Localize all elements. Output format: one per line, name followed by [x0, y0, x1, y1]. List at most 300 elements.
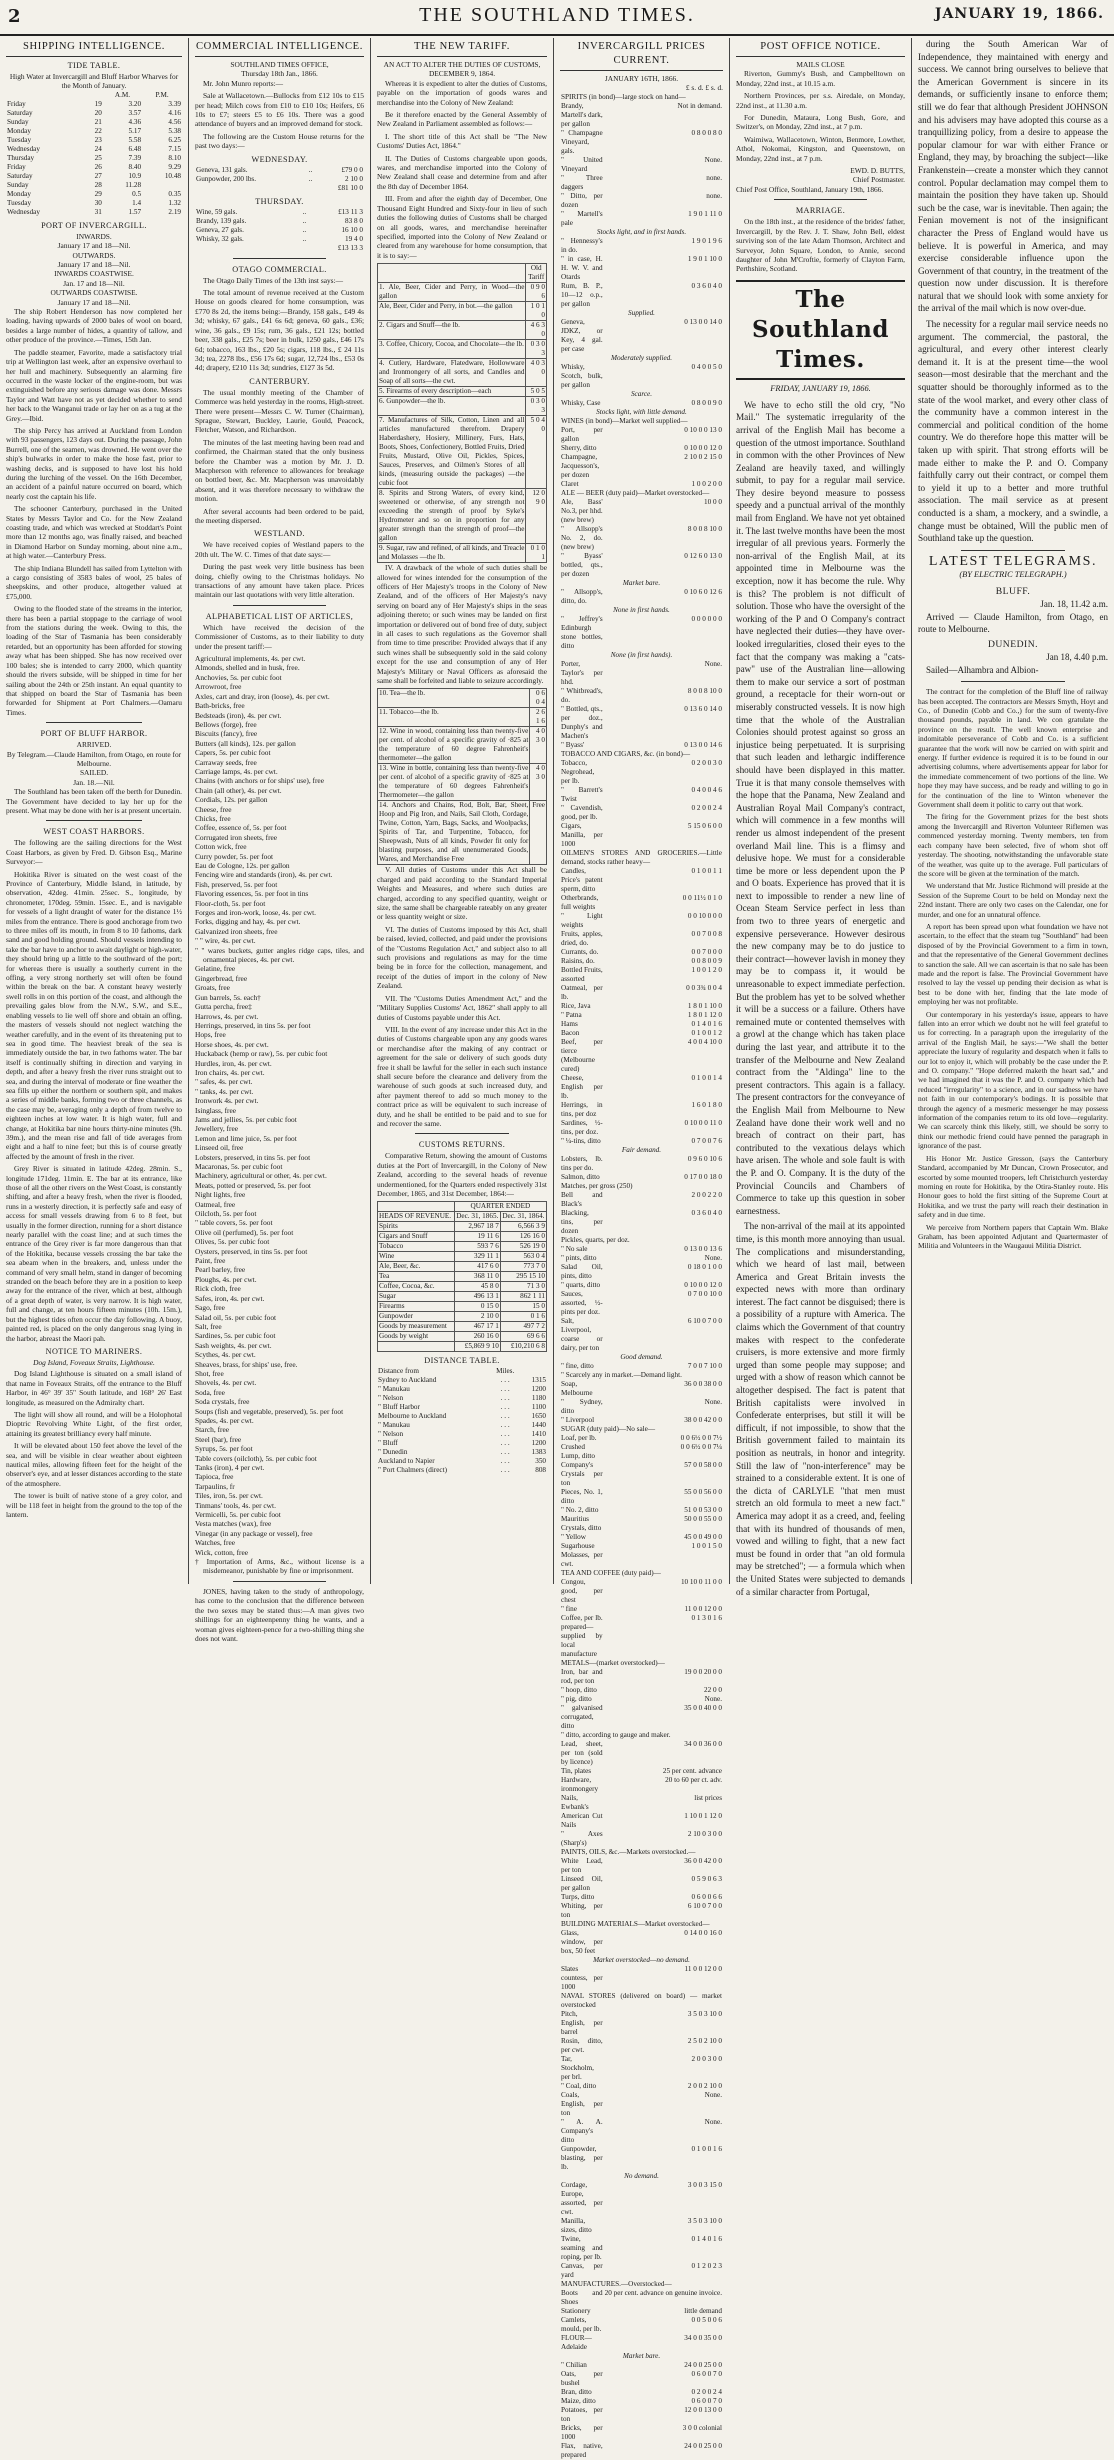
price-value: none.	[706, 191, 722, 200]
distance-row-cell: 1440	[531, 1421, 546, 1430]
distance-row-cell: 1200	[531, 1385, 546, 1394]
price-row	[560, 2145, 723, 2172]
customs-row-cell: Firearms	[378, 1302, 455, 1312]
price-value: 1 0 0 2 0 0	[691, 479, 722, 488]
article-item: Lemon and lime juice, 5s. per foot	[195, 1133, 297, 1143]
article-item: Flavoring essences, 5s. per foot in tins	[195, 889, 309, 899]
price-row	[560, 1659, 723, 1668]
price-row	[560, 408, 723, 417]
price-row	[560, 1425, 723, 1434]
price-value: 11 0 0 12 0 0	[684, 1964, 722, 1973]
post-notice: For Dunedin, Mataura, Long Bush, Gore, and Switzer's, on Monday, 22nd inst., at 7 p.m.	[736, 113, 905, 132]
price-row	[560, 1146, 723, 1155]
price-value: 50 0 0 55 0 0	[684, 1514, 722, 1523]
customs-row-cell: Goods by weight	[378, 1332, 455, 1342]
otago-paragraph: The Otago Daily Times of the 13th inst says:—	[203, 275, 344, 285]
price-row	[560, 2217, 723, 2235]
price-item: " in case, H. H. W. V. and Otards	[561, 254, 603, 281]
masthead-date: JANUARY 19, 1866.	[934, 6, 1104, 22]
price-row	[560, 237, 723, 255]
tariff-paragraph: Be it therefore enacted by the General Assembly of New Zealand in Parliament assembled as follows:—	[377, 110, 547, 129]
tide-row-cell: 20	[94, 108, 102, 117]
duty-row-cell: Free	[530, 801, 547, 865]
duty-row-cell: Ale, Beer, Cider and Perry, in bot.—the gallon	[378, 302, 526, 321]
article-item: Forks, digging and hay, 4s. per cwt.	[195, 917, 301, 927]
price-item: " Champagne Vineyard, gals.	[561, 128, 603, 155]
duty-row-cell: 6. Gunpowder—the lb.	[378, 397, 526, 416]
west-coast-paragraph: Grey River is situated in latitude 42deg. 28min. S., longitude 171deg. 11min. E. The bar at its entrance, like those of all the other rivers on the West Coast, is constantly shifting, and after a heavy fresh, when the river is flooded, runs in a westerly direction, it is perfectly safe and easy of access for small vessels drawing from 6 to 8 feet, but usually in the former direction, running for a short distance nearly parallel with the coast line; and at such times the entrance of the Grey river is far more dangerous than that of the Hokitika, because vessels crossing the bar take the sea abeam when in the breakers, and, unless under the command of very small helm, stand in danger of becoming stranded on the beach before they are in a position to keep away for the entrance of the river, which at best, although of a great depth of water, is very narrow. It is high water, full and change, at ten hours fifteen minutes (10h. 15m.), but the highest tides often occur the day following. A buoy, painted red, is placed on the only dangerous snag lying in the harbor, abreast the Maori pah.	[6, 1164, 182, 1343]
price-item: " Hennessy's in do.	[561, 236, 603, 254]
shipping-paragraph: The ship Percy has arrived at Auckland from London with 93 passengers, 123 days out. During the passage, John Burrell, one of the seamen, was drowned. He went over the ship's bulwarks in order to make the hose fast, prior to washing decks, and is supposed to have lost his hold during the lurching of the vessel. On the 16th December, an accident of a painful nature occurred on board, which nearly cost the captain his life.	[6, 425, 182, 501]
article-item: Syrups, 5s. per foot	[195, 1444, 253, 1454]
column-header: HEADS OF REVENUE.	[378, 1212, 455, 1222]
return-row-cell: ..	[308, 165, 313, 174]
tide-note: High Water at Invercargill and Bluff Harbor Wharves for the Month of January.	[9, 72, 179, 91]
quarter-ended: QUARTER ENDED	[454, 1202, 546, 1212]
price-item: " Yellow	[561, 1532, 586, 1541]
distance-row-cell: 1410	[531, 1430, 546, 1439]
price-value: 0 13 0 0 13 6	[684, 1244, 722, 1253]
distance-row-cell: 808	[535, 1466, 546, 1475]
price-row	[560, 2397, 723, 2406]
news-paragraph: We perceive from Northern papers that Captain Wm. Blake Graham, has been appointed Adjutant and Quartermaster of Militia and Volunteers in the Waugauui Militia District.	[918, 1222, 1108, 1251]
price-row	[560, 1542, 723, 1569]
article-item: Ironwork 4s. per cwt.	[195, 1096, 259, 1106]
article-item: Sash weights, 4s. per cwt.	[195, 1340, 272, 1350]
price-item: Pickles, quarts, per doz.	[561, 1235, 630, 1244]
price-row	[560, 1704, 723, 1731]
office-dateline: SOUTHLAND TIMES OFFICE,	[230, 60, 329, 69]
canterbury-paragraph: After several accounts had been ordered to be paid, the meeting dispersed.	[195, 506, 364, 525]
price-item: Champagne, Jacquesson's, per dozen	[561, 452, 600, 479]
price-value: 0 10 6 0 12 6	[684, 587, 722, 596]
price-item: " Liverpool	[561, 1415, 595, 1424]
article-item: Sago, free	[195, 1303, 225, 1313]
price-row	[560, 1182, 723, 1191]
customs-row	[378, 1282, 547, 1292]
price-row	[560, 588, 723, 606]
tariff-preamble	[377, 79, 547, 260]
price-item: Company's Crystals per ton	[561, 1460, 603, 1487]
price-row	[560, 1857, 723, 1875]
price-item: Iron, bar and rod, per ton	[561, 1667, 603, 1685]
price-item: " Coal, ditto	[561, 2081, 597, 2090]
tide-row-cell: 1.4	[132, 198, 142, 207]
port-entry: Jan. 18.—Nil.	[73, 777, 115, 787]
distance-table	[377, 1367, 547, 1475]
telegram-time: Jan. 18, 11.42 a.m.	[1040, 599, 1108, 610]
telegram-time: Jan 18, 4.40 p.m.	[1046, 652, 1108, 663]
mails-close: MAILS CLOSE	[796, 60, 845, 69]
price-row	[560, 2262, 723, 2280]
return-row-cell	[195, 184, 306, 193]
local-news	[918, 687, 1108, 1251]
customs-row-cell: Goods by measurement	[378, 1322, 455, 1332]
customs-row-cell: 368 11 0	[454, 1272, 500, 1282]
article-item: Bellows (forge), free	[195, 719, 257, 729]
article-item: Fencing wire and standards (iron), 4s. per cwt.	[195, 870, 333, 880]
duty-row-cell: 1 0 1 0	[526, 302, 547, 321]
price-row	[560, 156, 723, 174]
mariners-subtitle: Dog Island, Foveaux Straits, Lighthouse.	[33, 1357, 155, 1367]
price-item: Hardware, ironmongery	[561, 1775, 599, 1793]
price-value: 34 0 0 35 0 0	[684, 2333, 722, 2342]
price-row	[560, 1362, 723, 1371]
price-row	[560, 192, 723, 210]
price-row	[560, 1119, 723, 1137]
price-item: Raisins, do.	[561, 956, 595, 965]
tide-row	[6, 127, 182, 136]
price-row	[560, 930, 723, 948]
price-value: Fair demand.	[621, 1145, 662, 1154]
editorial-paragraph: The non-arrival of the mail at its appointed time, is this month more annoying than usual. The complications and misunderstanding, which we heard of last mail, between America and Great Britain invests the expected news with more than ordinary interest. The fact cannot be disguised; there is a possibility of a rupture with America. The claims which the Government of that country makes with respect to the confederate cruisers, is more extensive and more firmly urged than some people may suppose; and urged with a show of reason which cannot be altogether despised. The fact is patent that British capitalists were involved in Confederate enterprises, but still it will be difficult, if not impossible, to show that the British government failed to maintain its position as neutrals, in honor and integrity. Still the law of "non-interference" may be strained to a considerable extent. It is one of the dicta of CARLYLE "that men must stretch an old formula to meet a new fact." America may adopt it as a creed, and, feeling that with its hundred of thousands of men, vowed and willing to fight, that a new fact must be found in order that "an old formula may be stretched"; — a formula which when the United States were subjected to demands of a similar character from Portugal,	[736, 1221, 905, 1597]
invercargill-list	[6, 232, 182, 307]
price-value: None.	[704, 2090, 722, 2099]
price-item: MANUFACTURES.—Overstocked—	[561, 2279, 672, 2288]
price-item: Stationery	[561, 2306, 591, 2315]
price-item: METALS—(market overstocked)—	[561, 1658, 665, 1667]
tide-row-cell: 30	[94, 198, 102, 207]
price-row	[560, 2082, 723, 2091]
price-row	[560, 1893, 723, 1902]
price-value: None.	[704, 155, 722, 164]
article-item: Bath-bricks, free	[195, 701, 245, 711]
price-item: " Cavendish, good, per lb.	[561, 803, 603, 821]
article-item: Salt, free	[195, 1321, 222, 1331]
price-item: Sherry, ditto	[561, 443, 597, 452]
price-value: little demand	[684, 2306, 722, 2315]
price-item: " Whitbread's, do.	[561, 686, 603, 704]
commercial-para: Sale at Wallacetown.—Bullocks from £12 10s to £15 per head; Milch cows from £10 to £10 10s; Heifers, £6 10s to £7; steers £5 to £6 10s. There was a good attendance of buyers and an improved demand for stock.	[195, 91, 364, 129]
price-row	[560, 1686, 723, 1695]
column-header	[83, 91, 103, 100]
price-row	[560, 1290, 723, 1317]
price-value: 0 4 0 0 4 6	[691, 785, 722, 794]
article-item: Groats, free	[195, 983, 230, 993]
price-value: 1 9 0 1 9 6	[691, 236, 722, 245]
duty-row-cell: 8. Spirits and Strong Waters, of every kind, sweetened or otherwise, of any strength not exceeding the strength of proof by Syke's Hydrometer and so on in proportion for any greater strength than the strength of proof—the gallon	[379, 489, 525, 543]
article-item: Sheaves, brass, for ships' use, free.	[195, 1359, 298, 1369]
price-row	[560, 1002, 723, 1011]
editorial-date: FRIDAY, JANUARY 19, 1866.	[770, 383, 871, 393]
price-value: 19 0 0 20 0 0	[684, 1667, 722, 1676]
distance-row-cell: . . .	[500, 1385, 510, 1394]
distance-row-cell: . . .	[500, 1412, 510, 1421]
customs-row-cell: £10,210 6 8	[500, 1342, 546, 1352]
tide-row-cell: 0.35	[168, 189, 181, 198]
price-row	[560, 1695, 723, 1704]
price-row	[560, 651, 723, 660]
customs-row-cell: 71 3 0	[500, 1282, 546, 1292]
customs-row-cell: 260 16 0	[454, 1332, 500, 1342]
price-value: Market overstocked—no demand.	[593, 1955, 690, 1964]
price-row	[560, 1254, 723, 1263]
price-item: " hoop, ditto	[561, 1685, 597, 1694]
thursday-returns	[195, 208, 364, 253]
price-item: Coals, English, per ton	[561, 2090, 603, 2117]
price-value: 3 0 0 colonial	[682, 2423, 722, 2432]
article-item: † Importation of Arms, &c., without license is a misdemeanor, punishable by fine or imprisonment.	[195, 1557, 364, 1576]
price-row	[560, 1029, 723, 1038]
return-row-cell: Whisky, 32 gals.	[196, 234, 244, 243]
tide-row	[6, 208, 182, 217]
return-row	[195, 175, 364, 184]
duty-row-cell: 11. Tobacco—the lb.	[378, 708, 530, 727]
price-value: None.	[704, 1397, 722, 1406]
price-value: 1 6 0 1 8 0	[691, 1100, 722, 1109]
distance-row-cell: . . .	[500, 1466, 510, 1475]
price-value: None in first hands.	[613, 605, 670, 614]
article-item: Spades, 4s. per cwt.	[195, 1415, 254, 1425]
price-row	[560, 759, 723, 786]
tariff-clauses	[377, 865, 547, 1128]
divider	[961, 550, 1066, 551]
distance-row	[377, 1466, 547, 1475]
article-item: Gelatine, free	[195, 964, 236, 974]
price-row	[560, 2280, 723, 2289]
news-paragraph: The firing for the Government prizes for the best shots among the Invercargill and Riverton Volunteer Riflemen was commenced yesterday morning. Twenty members, ten from each company have been selected, five of whom shot off yesterday. The shooting, notwithstanding the unfavorable state of the weather, was quite up to the average. Full particulars of the score will be given at the termination of the match.	[918, 812, 1108, 878]
article-item: Hops, free	[195, 1030, 226, 1040]
mariners-paragraph: The tower is built of native stone of a grey color, and will be 118 feet in height from the ground to the top of the lantern.	[6, 1491, 182, 1519]
tide-row-cell: 3.39	[168, 99, 181, 108]
price-item: Glass, window, per box, 50 feet	[561, 1928, 603, 1955]
canterbury-text	[195, 388, 364, 526]
editorial-text	[736, 399, 905, 1598]
tide-row-cell: 2.19	[168, 207, 181, 216]
price-row	[560, 399, 723, 408]
customs-row-cell: 773 7 0	[500, 1262, 546, 1272]
return-row-cell: Geneva, 27 gals.	[196, 225, 244, 234]
news-paragraph: We understand that Mr. Justice Richmond will preside at the Session of the Supreme Court to be held on Monday next the 22nd instant. There are only two cases on the Calendar, one for murder, and one for an unnatural offence.	[918, 881, 1108, 919]
tide-row-cell: 23	[94, 135, 102, 144]
west-coast-paragraph: The following are the sailing directions for the West Coast Harbors, as given by Fred. D. Gibson Esq., Marine Surveyor:—	[6, 838, 182, 867]
price-row	[560, 1920, 723, 1929]
price-value: Not in demand.	[677, 101, 722, 110]
price-value: 8 0 0 8 10 0	[687, 686, 722, 695]
price-value: 0 0 8 0 0 9	[691, 956, 722, 965]
postmaster-title: Chief Postmaster.	[852, 175, 905, 185]
article-item: Table covers (oilcloth), 5s. per cubic foot	[195, 1453, 317, 1463]
price-row	[560, 2037, 723, 2055]
tariff-subtitle: AN ACT TO ALTER THE DUTIES OF CUSTOMS, DECEMBER 9, 1864.	[383, 60, 541, 79]
marriage-heading: MARRIAGE.	[795, 206, 846, 216]
west-coast-text	[6, 838, 182, 1343]
distance-row-cell: Sydney to Auckland	[378, 1376, 437, 1385]
price-row	[560, 2118, 723, 2145]
price-row	[560, 1137, 723, 1146]
customs-row-cell: Wine	[378, 1252, 455, 1262]
price-value: 0 10 0 0 12 0	[684, 443, 722, 452]
price-item: " pig, ditto	[561, 1694, 592, 1703]
price-item: Slates countess, per 1000	[561, 1964, 603, 1991]
return-row-cell: ..	[308, 174, 313, 183]
customs-row	[378, 1232, 547, 1242]
article-item: Oilcloth, 5s. per foot	[195, 1209, 257, 1219]
price-item: Soap, Melbourne	[561, 1379, 593, 1397]
price-item: " Byass'	[561, 740, 585, 749]
telegram-text: Arrived — Claude Hamilton, from Otago, en route to Melbourne.	[918, 611, 1108, 634]
article-item: Tinmans' tools, 4s. per cwt.	[195, 1500, 276, 1510]
tide-row-cell: 22	[94, 126, 102, 135]
price-value: Stocks light, and in first hands.	[596, 227, 687, 236]
price-row	[560, 1371, 723, 1380]
price-value: 1 0 0 1 5 0	[691, 1541, 722, 1550]
customs-row-cell: 19 11 6	[454, 1232, 500, 1242]
telegram-text: Sailed—Alhambra and Albion-	[926, 664, 1039, 675]
shipping-paragraph: The ship Indiana Blundell has sailed from Lyttelton with a cargo consisting of 3583 bales of wool, 25 bales of sheepskins, and other produce, altogether valued at £75,000.	[6, 563, 182, 601]
canterbury-paragraph: The usual monthly meeting of the Chamber of Commerce was held yesterday in the rooms, High-street. There were present—Messrs C. W. Turner (Chairman), Sprague, Stewart, Buckley, Laurie, Gould, Peacock, Fletcher, Watson, and Richardson.	[195, 387, 364, 435]
page-number: 2	[8, 6, 21, 27]
tide-row-cell: 25	[94, 153, 102, 162]
price-row	[560, 2361, 723, 2370]
price-row	[560, 1020, 723, 1029]
price-item: Oatmeal, per lb.	[561, 983, 603, 1001]
postmaster-signature: EWD. D. BUTTS,	[850, 166, 905, 176]
column-editorial	[729, 38, 911, 1597]
customs-row-cell: Sugar	[378, 1292, 455, 1302]
article-item: Macaronas, 5s. per cubic foot	[195, 1162, 283, 1171]
price-value: 1 9 0 1 10 0	[687, 254, 722, 263]
westland-heading: WESTLAND.	[254, 529, 305, 539]
duty-row	[378, 416, 547, 489]
price-item: ALE — BEER (duty paid)—Market overstocked—	[561, 488, 710, 497]
price-value: 12 0 0 13 0 0	[684, 2405, 722, 2414]
price-row	[560, 255, 723, 282]
tide-row-cell: 11.28	[125, 180, 142, 189]
price-item: " galvanised corrugated, ditto	[561, 1703, 603, 1730]
article-item: Gutta percha, free‡	[195, 1002, 252, 1012]
closing-anecdote: JONES, having taken to the study of anthropology, has come to the conclusion that the difference between the two sexes may be stated thus:—A man gives two shillings for an eighteenpenny thing he wants, and a woman gives eighteen-pence for a two-shilling thing she does not want.	[195, 1586, 364, 1643]
price-item: " Allsopp's No. 2, do. (new brew)	[561, 524, 603, 551]
customs-row	[378, 1312, 547, 1322]
price-item: Turps, ditto	[561, 1892, 595, 1901]
article-item: Fish, preserved, 5s. per foot	[195, 879, 278, 889]
price-row	[560, 1992, 723, 2010]
price-row	[560, 309, 723, 318]
price-value: 0 0 7 0 0 0	[691, 947, 722, 956]
price-value: 0 7 0 0 10 0	[687, 1289, 722, 1298]
distance-row-cell: . . .	[500, 1430, 510, 1439]
article-item: Jewellery, free	[195, 1124, 239, 1134]
price-value: 51 0 0 53 0 0	[684, 1505, 722, 1514]
duty-row-cell: 2. Cigars and Snuff—the lb.	[378, 321, 526, 340]
tariff-paragraph: Whereas it is expedient to alter the duties of Customs, payable on the importation of goods wares and merchandise into the Colony of New Zealand:	[377, 78, 547, 107]
price-item: " Allsopp's, ditto, do.	[561, 587, 603, 605]
price-value: 10 10 0 11 0 0	[680, 1577, 722, 1586]
customs-row	[378, 1292, 547, 1302]
price-item: " Axes (Sharp's)	[561, 1829, 603, 1847]
price-item: White Lead, per ton	[561, 1856, 603, 1874]
price-value: 1 8 0 1 10 0	[687, 1001, 722, 1010]
customs-row	[378, 1252, 547, 1262]
price-item: Tar, Stockholm, per brl.	[561, 2054, 594, 2081]
article-item: Arrowroot, free	[195, 682, 242, 692]
price-row	[560, 1101, 723, 1119]
price-row	[560, 2010, 723, 2037]
price-value: No demand.	[624, 2171, 659, 2180]
price-value: none.	[706, 173, 722, 182]
price-item: " Patna	[561, 1010, 582, 1019]
price-value: 7 0 0 7 10 0	[687, 1361, 722, 1370]
price-row	[560, 282, 723, 309]
customs-returns-table	[377, 1201, 547, 1352]
price-value: 2 0 0 3 0 0	[691, 2054, 722, 2063]
distance-row-cell: . . .	[500, 1403, 510, 1412]
return-row-cell: ..	[302, 225, 307, 234]
old-tariff-header: Old Tariff	[526, 264, 547, 283]
tide-row-cell: 21	[94, 117, 102, 126]
price-item: Bacon	[561, 1028, 580, 1037]
distance-row-cell: " Bluff	[378, 1439, 398, 1448]
distance-row-cell: " Bluff Harbor	[378, 1403, 420, 1412]
customs-row-cell: 417 6 0	[454, 1262, 500, 1272]
price-row	[560, 318, 723, 354]
tide-row	[6, 145, 182, 154]
tide-row-cell: 4.36	[128, 117, 142, 126]
duty-row-cell: 4. Cutlery, Hardware, Flatedware, Hollowware and Ironmongery of all sorts, and Candles and Soap of all sorts—the cwt.	[379, 359, 525, 386]
tide-row-cell: 26	[94, 162, 102, 171]
article-item: Agricultural implements, 4s. per cwt.	[195, 654, 306, 664]
price-row	[560, 1461, 723, 1488]
editorial-continuation	[918, 38, 1108, 545]
price-item: Gunpowder, blasting, per lb.	[561, 2144, 603, 2171]
tide-row	[6, 199, 182, 208]
tariff-heading: THE NEW TARIFF.	[377, 40, 547, 57]
price-row	[560, 498, 723, 525]
article-item: Forges and iron-work, loose, 4s. per cwt.	[195, 908, 316, 918]
distance-row	[377, 1448, 547, 1457]
price-row	[560, 480, 723, 489]
customs-row-cell: 0 1 6	[500, 1312, 546, 1322]
divider	[415, 1133, 509, 1134]
price-row	[560, 102, 723, 129]
duties-table	[377, 263, 547, 563]
customs-row	[378, 1272, 547, 1282]
port-entry: INWARDS.	[76, 231, 112, 241]
article-item: Chains (with anchors or for ships' use), free	[195, 776, 324, 786]
price-value: 20 per cent. advance on genuine invoice.	[604, 2288, 722, 2297]
bluff-list	[6, 740, 182, 787]
duty-row-cell: 12 0 9 0	[526, 489, 547, 544]
article-item: Corrugated iron sheets, free	[195, 832, 278, 842]
return-row-cell	[299, 244, 310, 253]
mariners-paragraph: It will be elevated about 150 feet above the level of the sea, and will be visible in clear weather about eighteen nautical miles, allowing fifteen feet for the height of the observer's eye, and at lesser distances according to the state of the atmosphere.	[6, 1441, 182, 1488]
price-value: 0 2 0 0 2 4	[691, 803, 722, 812]
distance-row-cell: Auckland to Napier	[378, 1457, 435, 1466]
price-value: 0 3 6 0 4 0	[691, 1208, 722, 1217]
tide-row-cell: 10.48	[164, 171, 181, 180]
duty-row	[378, 544, 547, 563]
article-item: Cotton wick, free	[195, 842, 247, 852]
duty-row	[378, 764, 547, 801]
tide-row-cell: 0.5	[132, 189, 142, 198]
column-header: Dec. 31, 1865.	[456, 1212, 499, 1221]
distance-row	[377, 1403, 547, 1412]
return-row	[195, 166, 364, 175]
article-item: Safes, iron, 4s. per cwt.	[195, 1293, 265, 1303]
article-item: Lobsters, preserved, in tins 5s. per foot	[195, 1152, 311, 1162]
duty-row-cell: 4 0 3 0	[526, 359, 547, 387]
price-value: 1 9 0 1 11 0	[688, 209, 722, 218]
commercial-para: The following are the Custom House returns for the past two days:—	[195, 131, 364, 151]
price-item: Boots and Shoes	[561, 2288, 603, 2306]
customs-row	[378, 1302, 547, 1312]
distance-row-cell: . . .	[500, 1394, 510, 1403]
price-row	[560, 867, 723, 894]
duty-row-cell: 1. Ale, Beer, Cider and Perry, in Wood—the gallon	[379, 283, 525, 301]
distance-row-cell: Melbourne to Auckland	[378, 1412, 447, 1421]
price-value: None.	[704, 659, 722, 668]
